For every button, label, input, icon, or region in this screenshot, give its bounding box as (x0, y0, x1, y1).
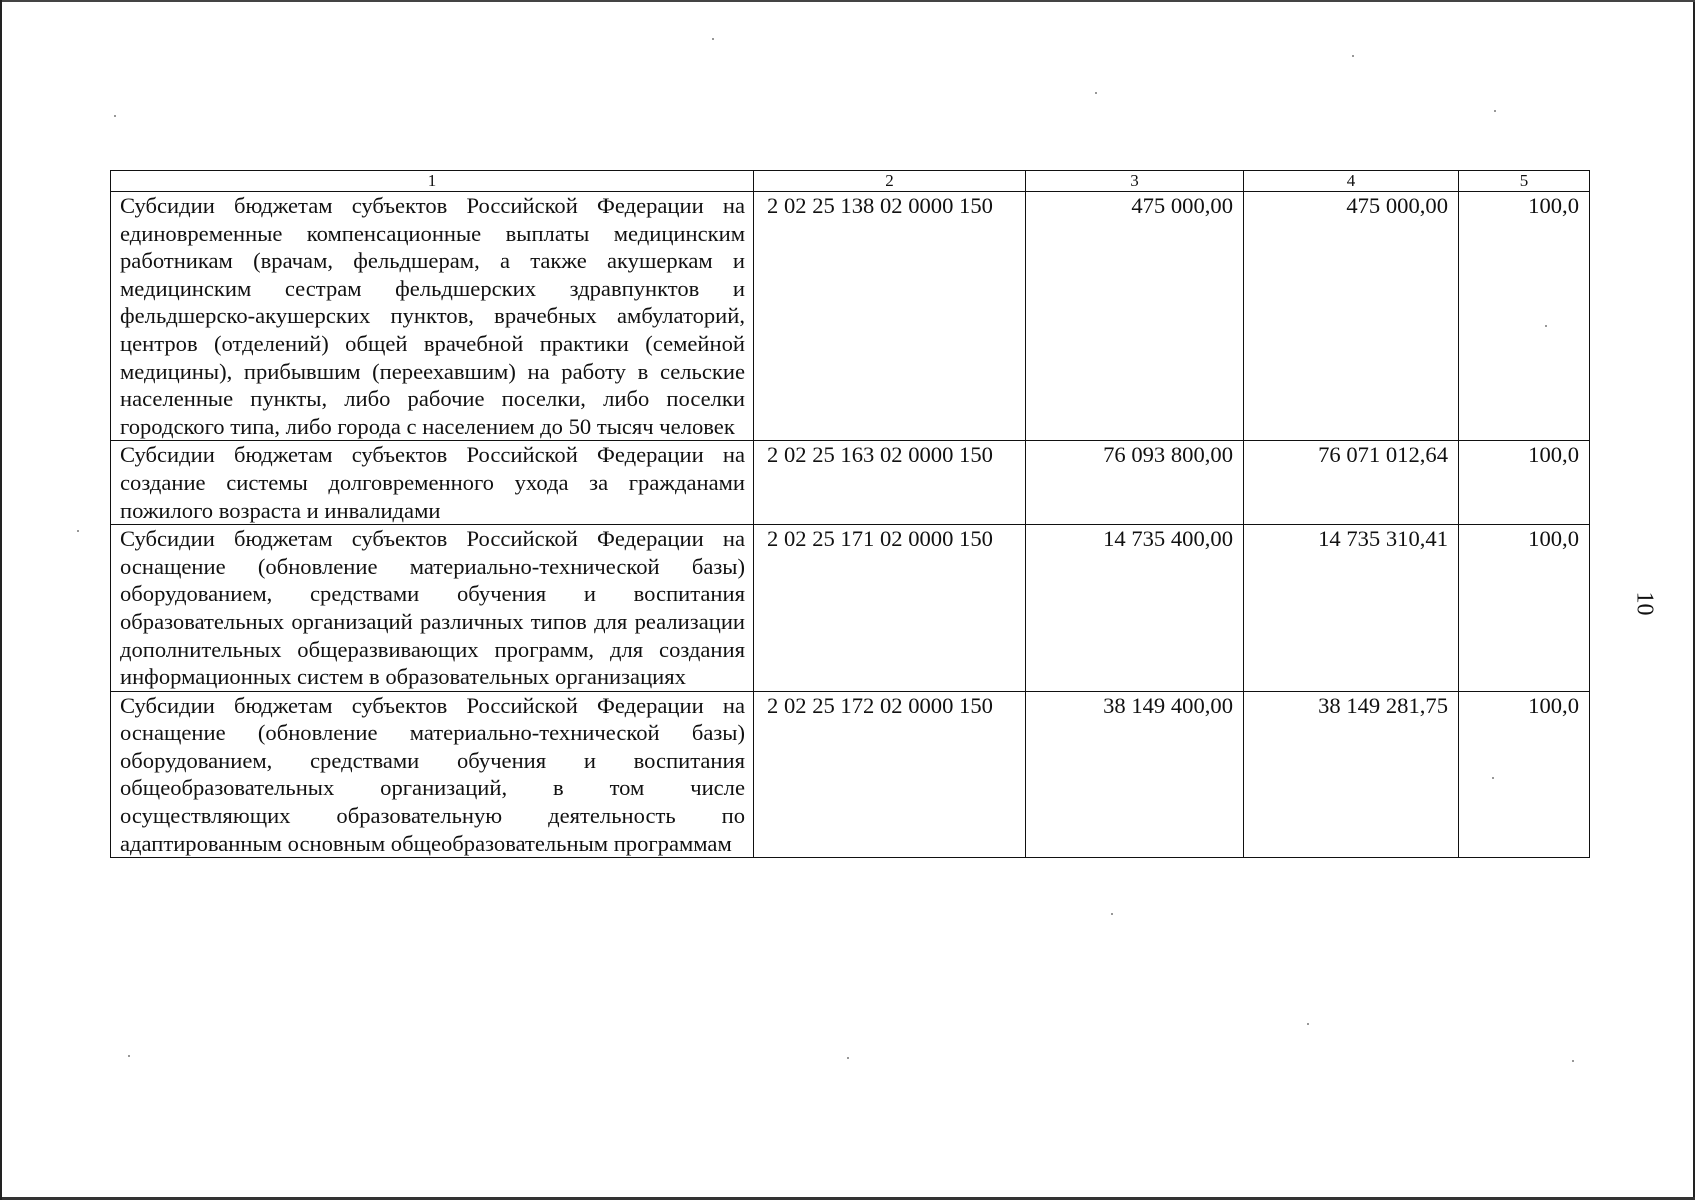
row-code: 2 02 25 171 02 0000 150 (754, 525, 1026, 692)
scan-speck (1572, 1060, 1574, 1062)
row-value-col3: 14 735 400,00 (1026, 525, 1244, 692)
row-value-col3: 76 093 800,00 (1026, 441, 1244, 525)
column-number-5: 5 (1459, 171, 1590, 192)
row-value-col5: 100,0 (1459, 691, 1590, 858)
row-name: Субсидии бюджетам субъектов Российской Федерации на оснащение (обновление материально-технической базы) оборудованием, средствами обучения и воспитания образовательных организаций различных типов для реализации дополнительных общеразвивающих программ, для создания информационных систем в образовательных организациях (111, 525, 754, 692)
column-number-3: 3 (1026, 171, 1244, 192)
row-value-col4: 76 071 012,64 (1244, 441, 1459, 525)
page-number: 10 (1631, 591, 1658, 616)
row-code: 2 02 25 138 02 0000 150 (754, 192, 1026, 441)
scan-speck (1494, 110, 1496, 112)
row-value-col4: 38 149 281,75 (1244, 691, 1459, 858)
scan-speck (1111, 913, 1113, 915)
column-number-4: 4 (1244, 171, 1459, 192)
scan-speck (114, 115, 116, 117)
row-name: Субсидии бюджетам субъектов Российской Федерации на единовременные компенсационные выплаты медицинским работникам (врачам, фельдшерам, а также акушеркам и медицинским сестрам фельдшерских здравпунктов и фельдшерско-акушерских пунктов, врачебных амбулаторий, центров (отделений) общей врачебной практики (семейной медицины), прибывшим (переехавшим) на работу в сельские населенные пункты, либо рабочие поселки, либо поселки городского типа, либо города с населением до 50 тысяч человек (111, 192, 754, 441)
row-code: 2 02 25 172 02 0000 150 (754, 691, 1026, 858)
row-code: 2 02 25 163 02 0000 150 (754, 441, 1026, 525)
row-value-col3: 475 000,00 (1026, 192, 1244, 441)
row-name: Субсидии бюджетам субъектов Российской Федерации на создание системы долговременного ухода за гражданами пожилого возраста и инвалидами (111, 441, 754, 525)
row-value-col4: 14 735 310,41 (1244, 525, 1459, 692)
row-value-col5: 100,0 (1459, 525, 1590, 692)
row-value-col4: 475 000,00 (1244, 192, 1459, 441)
row-name: Субсидии бюджетам субъектов Российской Федерации на оснащение (обновление материально-технической базы) оборудованием, средствами обучения и воспитания общеобразовательных организаций, в том числе осуществляющих образовательную деятельность по адаптированным основным общеобразовательным программам (111, 691, 754, 858)
row-value-col5: 100,0 (1459, 192, 1590, 441)
column-number-1: 1 (111, 171, 754, 192)
scan-speck (77, 530, 79, 532)
row-value-col3: 38 149 400,00 (1026, 691, 1244, 858)
scan-speck (1307, 1023, 1309, 1025)
table-row (111, 441, 1590, 525)
column-number-2: 2 (754, 171, 1026, 192)
table-row (111, 525, 1590, 692)
table-row (111, 691, 1590, 858)
budget-table (110, 170, 1590, 858)
page-top-edge (2, 0, 1695, 2)
scan-speck (847, 1057, 849, 1059)
scan-speck (1095, 92, 1097, 94)
scan-speck (128, 1055, 130, 1057)
table-row (111, 192, 1590, 441)
scan-speck (1352, 55, 1354, 57)
column-number-row (111, 171, 1590, 192)
row-value-col5: 100,0 (1459, 441, 1590, 525)
scan-speck (712, 38, 714, 40)
